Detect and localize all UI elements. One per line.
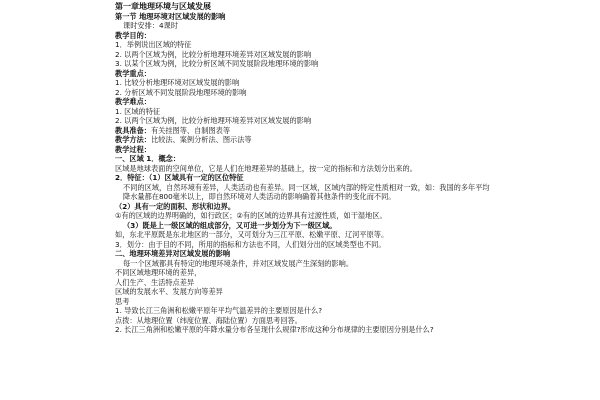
difficulty-item: 1. 区域的特征 [115, 106, 161, 116]
hours-line: 课时安排：4课时 [123, 21, 178, 30]
methods-line [115, 135, 495, 145]
question-1: 1. 导致长江三角洲和松嫩平原年平均气温差异的主要原因是什么? [115, 306, 323, 315]
chapter-title: 第一章地理环境与区域发展 [115, 2, 211, 11]
process-heading: 教学过程： [115, 144, 151, 154]
feature-2-text: ①有的区域的边界明确的，如行政区；②有的区域的边界具有过渡性质，如干湿地区。 [115, 211, 387, 220]
difficulty-item: 2. 以两个区域为例，比较分析地理环境差异对区域发展的影响 [115, 116, 312, 125]
features-text: 不同的区域，自然环境有差异，人类活动也有差异。同一区域，区域内部的特定性质相对一致，如：我国的多年平均降水量都在800毫米以上，即自然环境对人类活动的影响确着其他条件的变化而不同。 [123, 182, 490, 201]
document-page [115, 2, 495, 398]
methods-text: 比较法、案例分析法、图示法等 [150, 135, 252, 144]
tools-label: 教具准备： [115, 125, 151, 135]
part2-line: 不同区域地理环境的差异， [115, 268, 202, 277]
feature-3-heading: （3）既是上一级区域的组成部分，又可进一步划分为下一级区域。 [123, 220, 337, 230]
part1-heading: 一、区域 1．概念： [115, 154, 181, 163]
key-point-item: 2. 分析区域不同发展阶段地理环境的影响 [115, 87, 247, 97]
features-heading: 2．特征：（1）区域具有一定的区位特征 [115, 173, 244, 182]
division-line: 3．划分：由于目的不同，所用的指标和方法也不同，人们划分出的区域类型也不同。 [115, 239, 386, 249]
key-points-heading: 教学重点： [115, 68, 151, 78]
part2-line: 区域的发展水平、发展方向等差异 [115, 287, 223, 296]
concept-text: 区域是地球表面的空间单位，它是人们在地理差异的基础上，按一定的指标和方法划分出来的。 [115, 163, 417, 173]
feature-2-heading: （2）具有一定的面积、形状和边界。 [115, 201, 236, 211]
think-heading: 思考 [115, 296, 130, 306]
objectives-heading: 教学目的： [115, 30, 151, 40]
feature-3-text: 如，东北平原既是东北地区的一部分，又可划分为三江平原、松嫩平原、辽河平原等。 [115, 230, 389, 239]
part2-intro: 每一个区域都具有特定的地理环境条件，并对区域发展产生深刻的影响。 [123, 258, 354, 268]
difficulties-heading: 教学难点： [115, 97, 151, 106]
objective-item: 1．举例说出区域的特征 [115, 40, 192, 49]
key-point-item: 1. 比较分析地理环境对区域发展的影响 [115, 78, 240, 87]
question-2: 2. 长江三角洲和松嫩平原的年降水量分布各呈现什么规律?形成这种分布规律的主要原因分别是什么? [115, 325, 434, 334]
objective-item: 2. 以两个区域为例，比较分析地理环境差异对区域发展的影响 [115, 49, 312, 59]
part2-heading: 二、地理环境差异对区域发展的影响 [115, 249, 231, 258]
methods-label: 教学方法： [115, 135, 151, 144]
tools-line [115, 126, 495, 136]
hint-line: 点拨：从地理位置（纬度位置、海陆位置）方面思考回答。 [115, 315, 302, 325]
tools-text: 有关挂图等、自制图表等 [150, 125, 231, 135]
objective-item: 3. 以某个区域为例，比较分析区域不同发展阶段地理环境的影响 [115, 59, 319, 68]
part2-line: 人们生产、生活特点差异 [115, 277, 195, 287]
section-title: 第一节 地理环境对区域发展的影响 [115, 11, 226, 21]
